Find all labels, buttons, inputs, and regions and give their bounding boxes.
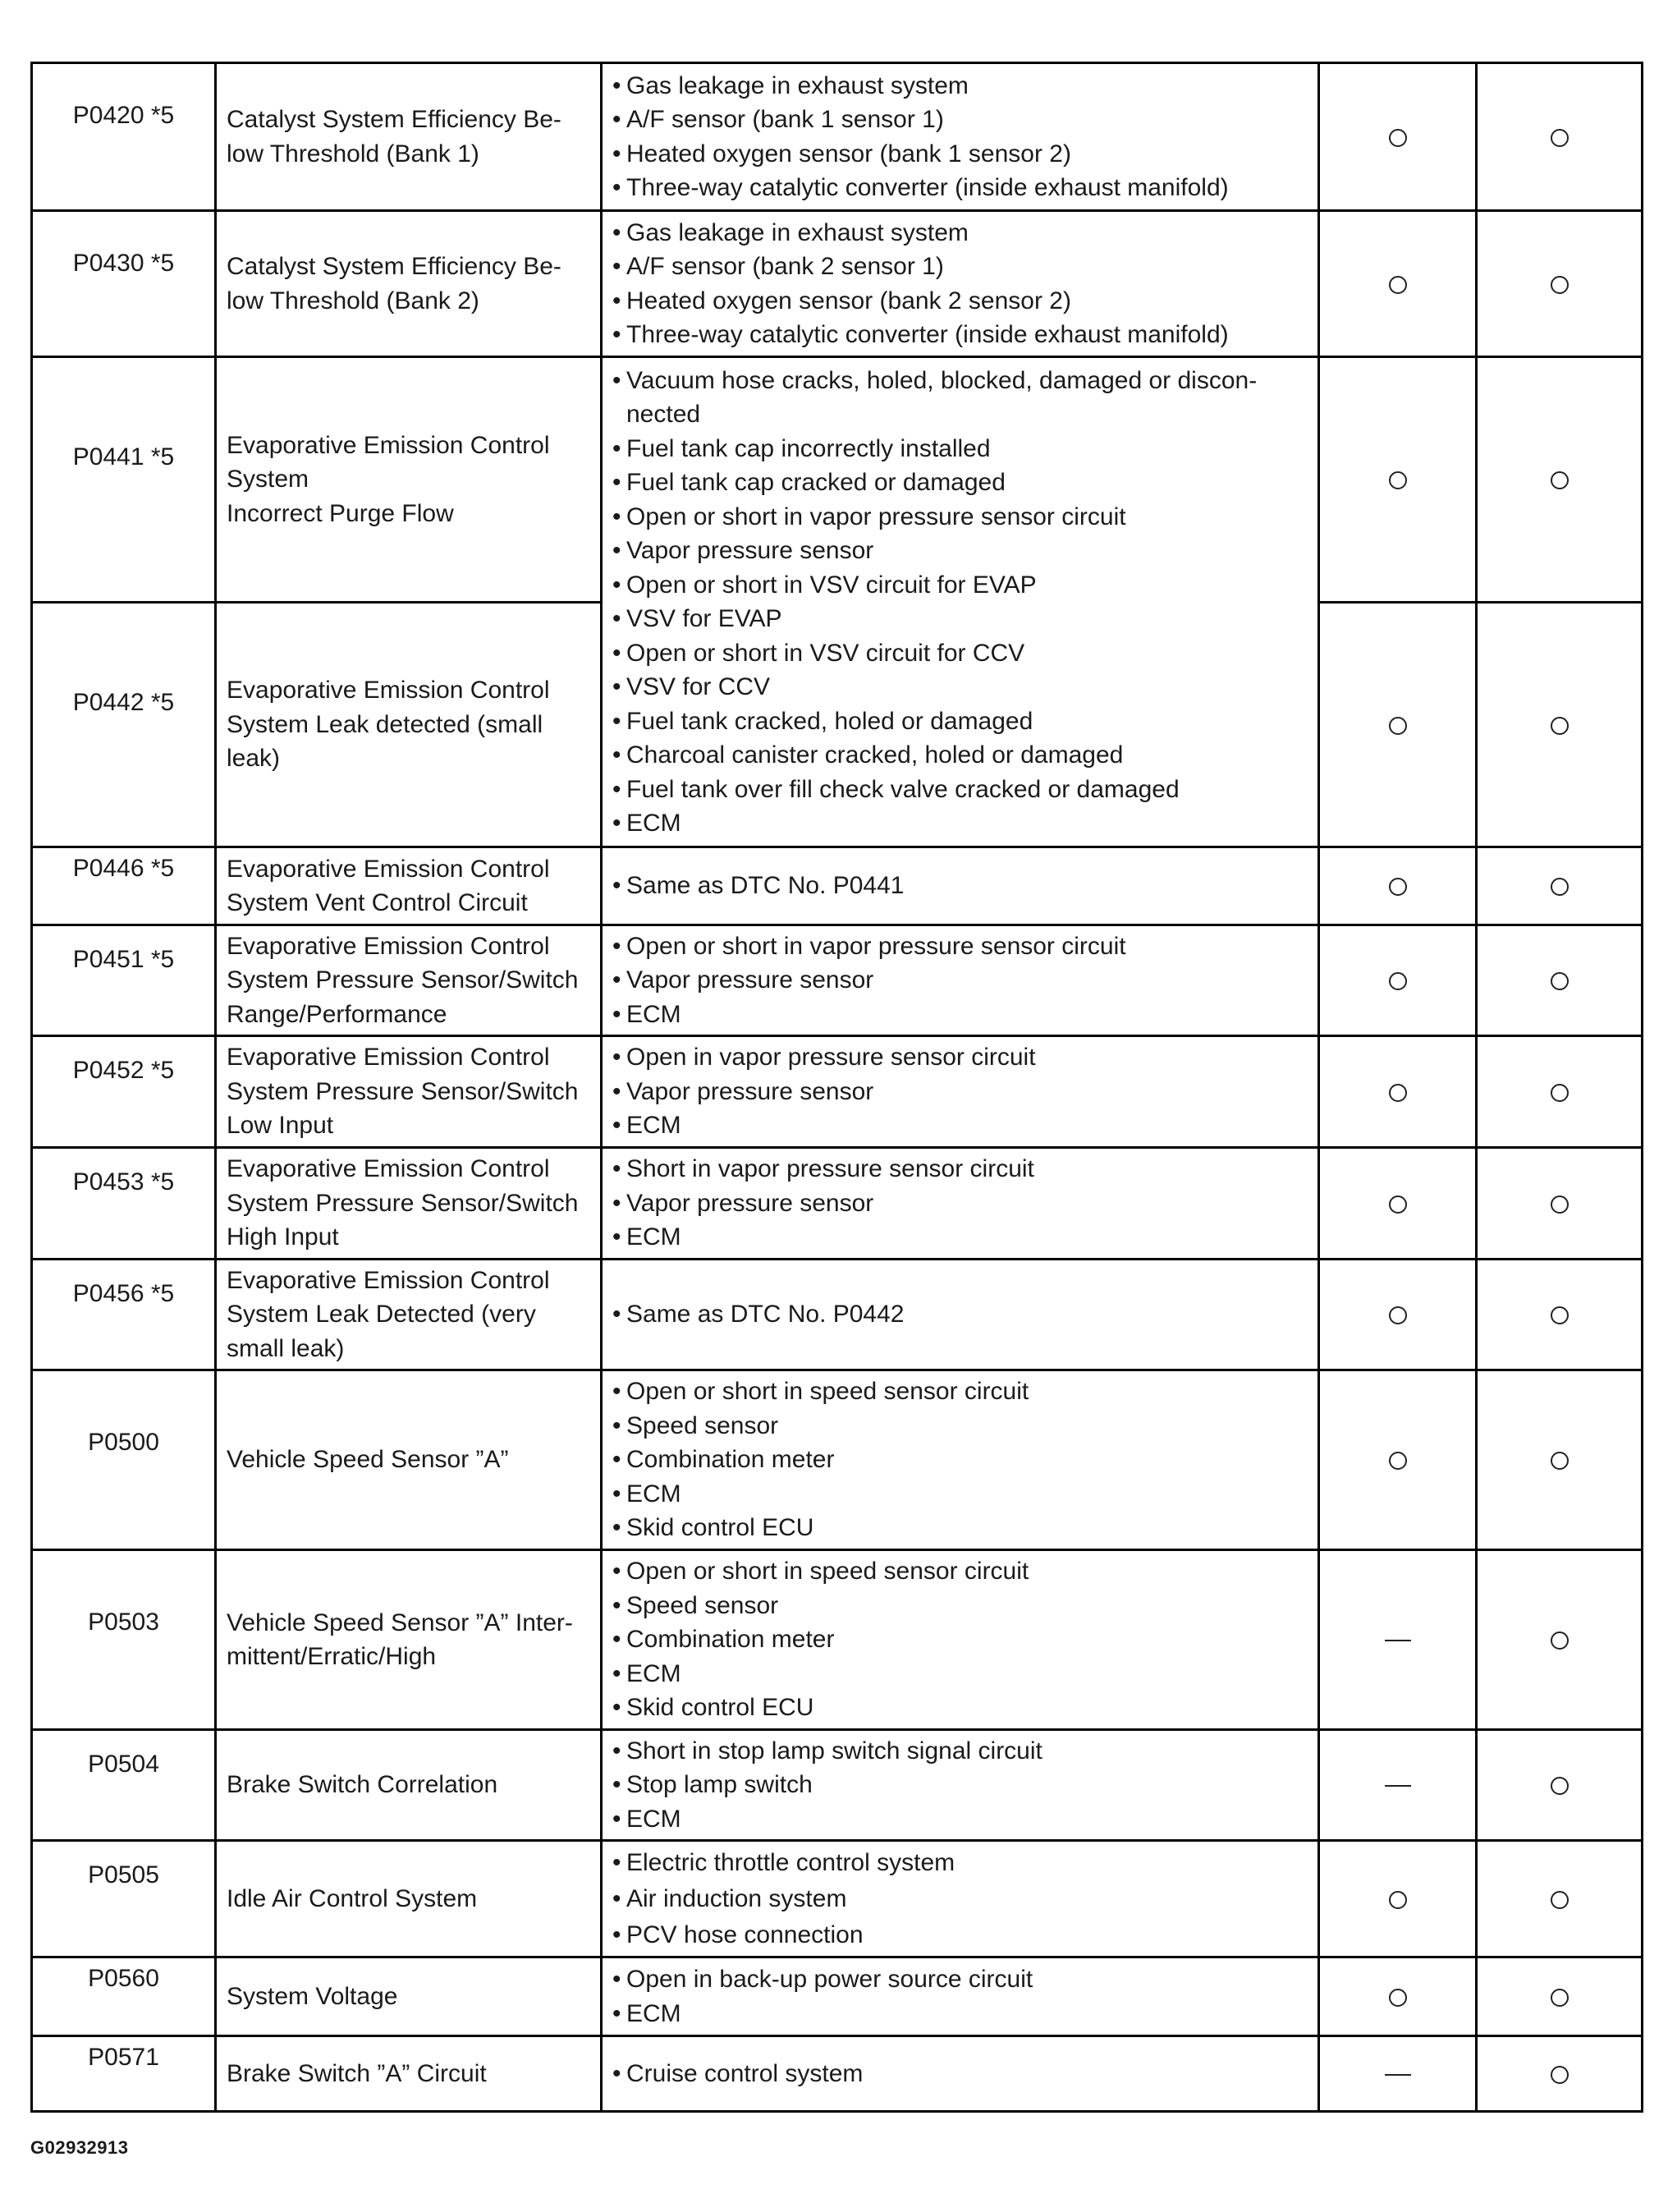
table-row	[32, 1260, 1643, 1370]
trouble-area-item: • Heated oxygen sensor (bank 1 sensor 2)	[612, 137, 1311, 172]
trouble-area-item: • ECM	[612, 1477, 1311, 1512]
circle-icon	[1389, 972, 1407, 990]
trouble-area-list	[612, 1845, 1311, 1953]
table-row	[32, 925, 1643, 1036]
trouble-area-item: • Speed sensor	[612, 1589, 1311, 1623]
circle-icon	[1551, 1989, 1569, 2007]
table-row	[32, 1841, 1643, 1957]
trouble-area-list	[612, 1734, 1311, 1837]
trouble-area-item: • Open or short in VSV circuit for CCV	[612, 636, 1311, 671]
mark-cell-1	[1319, 1370, 1477, 1550]
trouble-area-item: • Cruise control system	[612, 2057, 1311, 2091]
dtc-code-cell	[32, 1370, 216, 1550]
trouble-area-item: • ECM	[612, 806, 1311, 841]
dtc-code: P0504	[88, 1751, 159, 1778]
trouble-area-item: • Open in back-up power source circuit	[612, 1962, 1311, 1997]
trouble-area-cell	[602, 63, 1319, 211]
mark-cell-2	[1477, 1730, 1643, 1841]
detection-item: Evaporative Emission Control System Leak Detected (very small leak)	[216, 1260, 602, 1370]
mark-cell-2	[1477, 63, 1643, 211]
trouble-area-item: • Skid control ECU	[612, 1691, 1311, 1725]
trouble-area-list	[612, 1152, 1311, 1255]
dtc-code: P0442 *5	[72, 689, 175, 716]
table-row	[32, 1036, 1643, 1148]
mark-cell-2	[1477, 1148, 1643, 1260]
circle-icon	[1551, 471, 1569, 489]
dtc-code: P0453 *5	[72, 1168, 175, 1195]
table-row	[32, 1550, 1643, 1730]
dtc-code-cell	[32, 925, 216, 1036]
circle-icon	[1389, 1989, 1407, 2007]
trouble-area-item: • Fuel tank cap cracked or damaged	[612, 466, 1311, 500]
trouble-area-item: • VSV for CCV	[612, 670, 1311, 704]
detection-item: Vehicle Speed Sensor ”A” Inter- mittent/Erratic/High	[216, 1550, 602, 1730]
dtc-code-cell	[32, 357, 216, 603]
circle-icon	[1389, 1195, 1407, 1214]
table-row	[32, 847, 1643, 925]
circle-icon	[1551, 2066, 1569, 2084]
detection-item: Catalyst System Efficiency Be- low Threshold (Bank 2)	[216, 211, 602, 357]
trouble-area-item: • Gas leakage in exhaust system	[612, 69, 1311, 103]
mark-cell-1	[1319, 603, 1477, 847]
trouble-area-item: • Combination meter	[612, 1443, 1311, 1477]
dtc-code-cell	[32, 211, 216, 357]
trouble-area-cell	[602, 847, 1319, 925]
trouble-area-item: • Combination meter	[612, 1622, 1311, 1657]
trouble-area-cell	[602, 925, 1319, 1036]
mark-cell-1	[1319, 925, 1477, 1036]
circle-icon	[1389, 276, 1407, 294]
trouble-area-item: • Same as DTC No. P0441	[612, 869, 1311, 903]
trouble-area-item: • Short in vapor pressure sensor circuit	[612, 1152, 1311, 1186]
dtc-code-cell	[32, 1730, 216, 1841]
trouble-area-list	[612, 1554, 1311, 1725]
trouble-area-item: • Fuel tank over fill check valve cracked or damaged	[612, 773, 1311, 807]
figure-id: G02932913	[30, 2137, 129, 2158]
dash-icon	[1385, 1785, 1411, 1787]
trouble-area-item: • Skid control ECU	[612, 1511, 1311, 1545]
mark-cell-2	[1477, 847, 1643, 925]
trouble-area-item: • A/F sensor (bank 1 sensor 1)	[612, 103, 1311, 137]
trouble-area-item: • Vapor pressure sensor	[612, 1075, 1311, 1109]
circle-icon	[1551, 1195, 1569, 1214]
mark-cell-2	[1477, 925, 1643, 1036]
trouble-area-item: • Three-way catalytic converter (inside exhaust manifold)	[612, 171, 1311, 205]
table-row	[32, 1957, 1643, 2036]
dtc-code-cell	[32, 2036, 216, 2112]
dtc-code-cell	[32, 1550, 216, 1730]
trouble-area-item: • ECM	[612, 1220, 1311, 1255]
trouble-area-item: • A/F sensor (bank 2 sensor 1)	[612, 250, 1311, 284]
trouble-area-list	[612, 929, 1311, 1032]
trouble-area-item: • Three-way catalytic converter (inside exhaust manifold)	[612, 318, 1311, 352]
mark-cell-2	[1477, 2036, 1643, 2112]
detection-item: Brake Switch Correlation	[216, 1730, 602, 1841]
mark-cell-1	[1319, 1148, 1477, 1260]
circle-icon	[1551, 1084, 1569, 1102]
trouble-area-cell	[602, 1260, 1319, 1370]
trouble-area-item: • Open or short in vapor pressure sensor circuit	[612, 929, 1311, 964]
dtc-code: P0430 *5	[72, 250, 175, 277]
circle-icon	[1551, 129, 1569, 147]
mark-cell-1	[1319, 211, 1477, 357]
trouble-area-item: • Vapor pressure sensor	[612, 534, 1311, 568]
mark-cell-1	[1319, 1260, 1477, 1370]
circle-icon	[1389, 129, 1407, 147]
trouble-area-list	[612, 2057, 1311, 2091]
table-row	[32, 1730, 1643, 1841]
trouble-area-item: • Air induction system	[612, 1881, 1311, 1917]
mark-cell-1	[1319, 1957, 1477, 2036]
trouble-area-item: • Charcoal canister cracked, holed or damaged	[612, 738, 1311, 773]
circle-icon	[1389, 717, 1407, 735]
mark-cell-1	[1319, 2036, 1477, 2112]
circle-icon	[1551, 1891, 1569, 1909]
mark-cell-1	[1319, 1841, 1477, 1957]
trouble-area-cell	[602, 357, 1319, 847]
trouble-area-cell	[602, 1841, 1319, 1957]
circle-icon	[1389, 1084, 1407, 1102]
table-row	[32, 2036, 1643, 2112]
circle-icon	[1389, 878, 1407, 896]
trouble-area-item: • Open in vapor pressure sensor circuit	[612, 1040, 1311, 1075]
dtc-code-cell	[32, 1148, 216, 1260]
dtc-code-cell	[32, 1260, 216, 1370]
dtc-code: P0560	[88, 1965, 159, 1992]
trouble-area-item: • Heated oxygen sensor (bank 2 sensor 2)	[612, 284, 1311, 319]
trouble-area-item: • PCV hose connection	[612, 1917, 1311, 1953]
trouble-area-list	[612, 216, 1311, 352]
circle-icon	[1389, 471, 1407, 489]
dtc-code-cell	[32, 603, 216, 847]
detection-item: Evaporative Emission Control System Pressure Sensor/Switch Low Input	[216, 1036, 602, 1148]
mark-cell-2	[1477, 1841, 1643, 1957]
trouble-area-cell	[602, 211, 1319, 357]
dash-icon	[1385, 1640, 1411, 1641]
table-row	[32, 63, 1643, 211]
dtc-table	[30, 62, 1643, 2113]
mark-cell-1	[1319, 1036, 1477, 1148]
dtc-code: P0441 *5	[72, 443, 175, 470]
circle-icon	[1389, 1891, 1407, 1909]
dtc-code: P0446 *5	[72, 855, 175, 882]
mark-cell-1	[1319, 847, 1477, 925]
mark-cell-2	[1477, 603, 1643, 847]
dtc-code: P0505	[88, 1861, 159, 1888]
detection-item: Idle Air Control System	[216, 1841, 602, 1957]
trouble-area-list	[612, 1962, 1311, 2031]
trouble-area-item: • Electric throttle control system	[612, 1845, 1311, 1881]
mark-cell-1	[1319, 1730, 1477, 1841]
trouble-area-list	[612, 1374, 1311, 1545]
dtc-code: P0452 *5	[72, 1057, 175, 1084]
mark-cell-2	[1477, 1550, 1643, 1730]
circle-icon	[1551, 972, 1569, 990]
mark-cell-2	[1477, 1260, 1643, 1370]
mark-cell-2	[1477, 1370, 1643, 1550]
dtc-code: P0500	[88, 1429, 159, 1456]
detection-item: Catalyst System Efficiency Be- low Threshold (Bank 1)	[216, 63, 602, 211]
trouble-area-item: • Short in stop lamp switch signal circuit	[612, 1734, 1311, 1769]
trouble-area-item: • Open or short in speed sensor circuit	[612, 1374, 1311, 1409]
circle-icon	[1551, 1631, 1569, 1650]
dtc-code-cell	[32, 63, 216, 211]
detection-item: Evaporative Emission Control System Pressure Sensor/Switch High Input	[216, 1148, 602, 1260]
mark-cell-1	[1319, 1550, 1477, 1730]
dtc-code-cell	[32, 1841, 216, 1957]
dtc-code: P0420 *5	[72, 102, 175, 129]
dash-icon	[1385, 2074, 1411, 2076]
trouble-area-list	[612, 364, 1311, 841]
detection-item: System Voltage	[216, 1957, 602, 2036]
circle-icon	[1551, 276, 1569, 294]
circle-icon	[1551, 878, 1569, 896]
table-row	[32, 357, 1643, 603]
trouble-area-cell	[602, 1550, 1319, 1730]
detection-item: Evaporative Emission Control System Incorrect Purge Flow	[216, 357, 602, 603]
mark-cell-1	[1319, 63, 1477, 211]
trouble-area-item: • Same as DTC No. P0442	[612, 1297, 1311, 1332]
table-row	[32, 1148, 1643, 1260]
detection-item: Vehicle Speed Sensor ”A”	[216, 1370, 602, 1550]
mark-cell-2	[1477, 1036, 1643, 1148]
dtc-code: P0571	[88, 2044, 159, 2071]
trouble-area-item: • VSV for EVAP	[612, 602, 1311, 636]
circle-icon	[1551, 1306, 1569, 1324]
trouble-area-item: • Open or short in speed sensor circuit	[612, 1554, 1311, 1589]
table-row	[32, 1370, 1643, 1550]
circle-icon	[1551, 1777, 1569, 1795]
trouble-area-list	[612, 69, 1311, 205]
trouble-area-item: • Speed sensor	[612, 1409, 1311, 1443]
mark-cell-1	[1319, 357, 1477, 603]
trouble-area-item: • Fuel tank cap incorrectly installed	[612, 432, 1311, 466]
trouble-area-item: • ECM	[612, 1108, 1311, 1143]
detection-item: Brake Switch ”A” Circuit	[216, 2036, 602, 2112]
circle-icon	[1551, 717, 1569, 735]
trouble-area-item: • ECM	[612, 1802, 1311, 1837]
trouble-area-cell	[602, 1730, 1319, 1841]
trouble-area-item: • ECM	[612, 998, 1311, 1032]
trouble-area-item: • Stop lamp switch	[612, 1768, 1311, 1802]
trouble-area-item: • Vacuum hose cracks, holed, blocked, damaged or discon-nected	[612, 364, 1311, 432]
dtc-code: P0451 *5	[72, 946, 175, 973]
detection-item: Evaporative Emission Control System Leak detected (small leak)	[216, 603, 602, 847]
circle-icon	[1389, 1306, 1407, 1324]
trouble-area-item: • Open or short in vapor pressure sensor circuit	[612, 500, 1311, 535]
trouble-area-list	[612, 869, 1311, 903]
trouble-area-cell	[602, 1370, 1319, 1550]
dtc-code-cell	[32, 847, 216, 925]
dtc-code: P0503	[88, 1609, 159, 1636]
trouble-area-item: • Gas leakage in exhaust system	[612, 216, 1311, 250]
trouble-area-item: • ECM	[612, 1997, 1311, 2031]
mark-cell-2	[1477, 357, 1643, 603]
dtc-code-cell	[32, 1036, 216, 1148]
mark-cell-2	[1477, 211, 1643, 357]
trouble-area-item: • Vapor pressure sensor	[612, 963, 1311, 998]
trouble-area-item: • Open or short in VSV circuit for EVAP	[612, 568, 1311, 603]
trouble-area-cell	[602, 2036, 1319, 2112]
detection-item: Evaporative Emission Control System Pressure Sensor/Switch Range/Performance	[216, 925, 602, 1036]
trouble-area-cell	[602, 1148, 1319, 1260]
table-row	[32, 211, 1643, 357]
trouble-area-cell	[602, 1957, 1319, 2036]
trouble-area-item: • Fuel tank cracked, holed or damaged	[612, 704, 1311, 739]
trouble-area-item: • ECM	[612, 1657, 1311, 1691]
circle-icon	[1389, 1452, 1407, 1470]
dtc-code: P0456 *5	[72, 1280, 175, 1307]
trouble-area-list	[612, 1040, 1311, 1143]
detection-item: Evaporative Emission Control System Vent Control Circuit	[216, 847, 602, 925]
mark-cell-2	[1477, 1957, 1643, 2036]
trouble-area-cell	[602, 1036, 1319, 1148]
trouble-area-list	[612, 1297, 1311, 1332]
dtc-code-cell	[32, 1957, 216, 2036]
trouble-area-item: • Vapor pressure sensor	[612, 1186, 1311, 1221]
circle-icon	[1551, 1452, 1569, 1470]
